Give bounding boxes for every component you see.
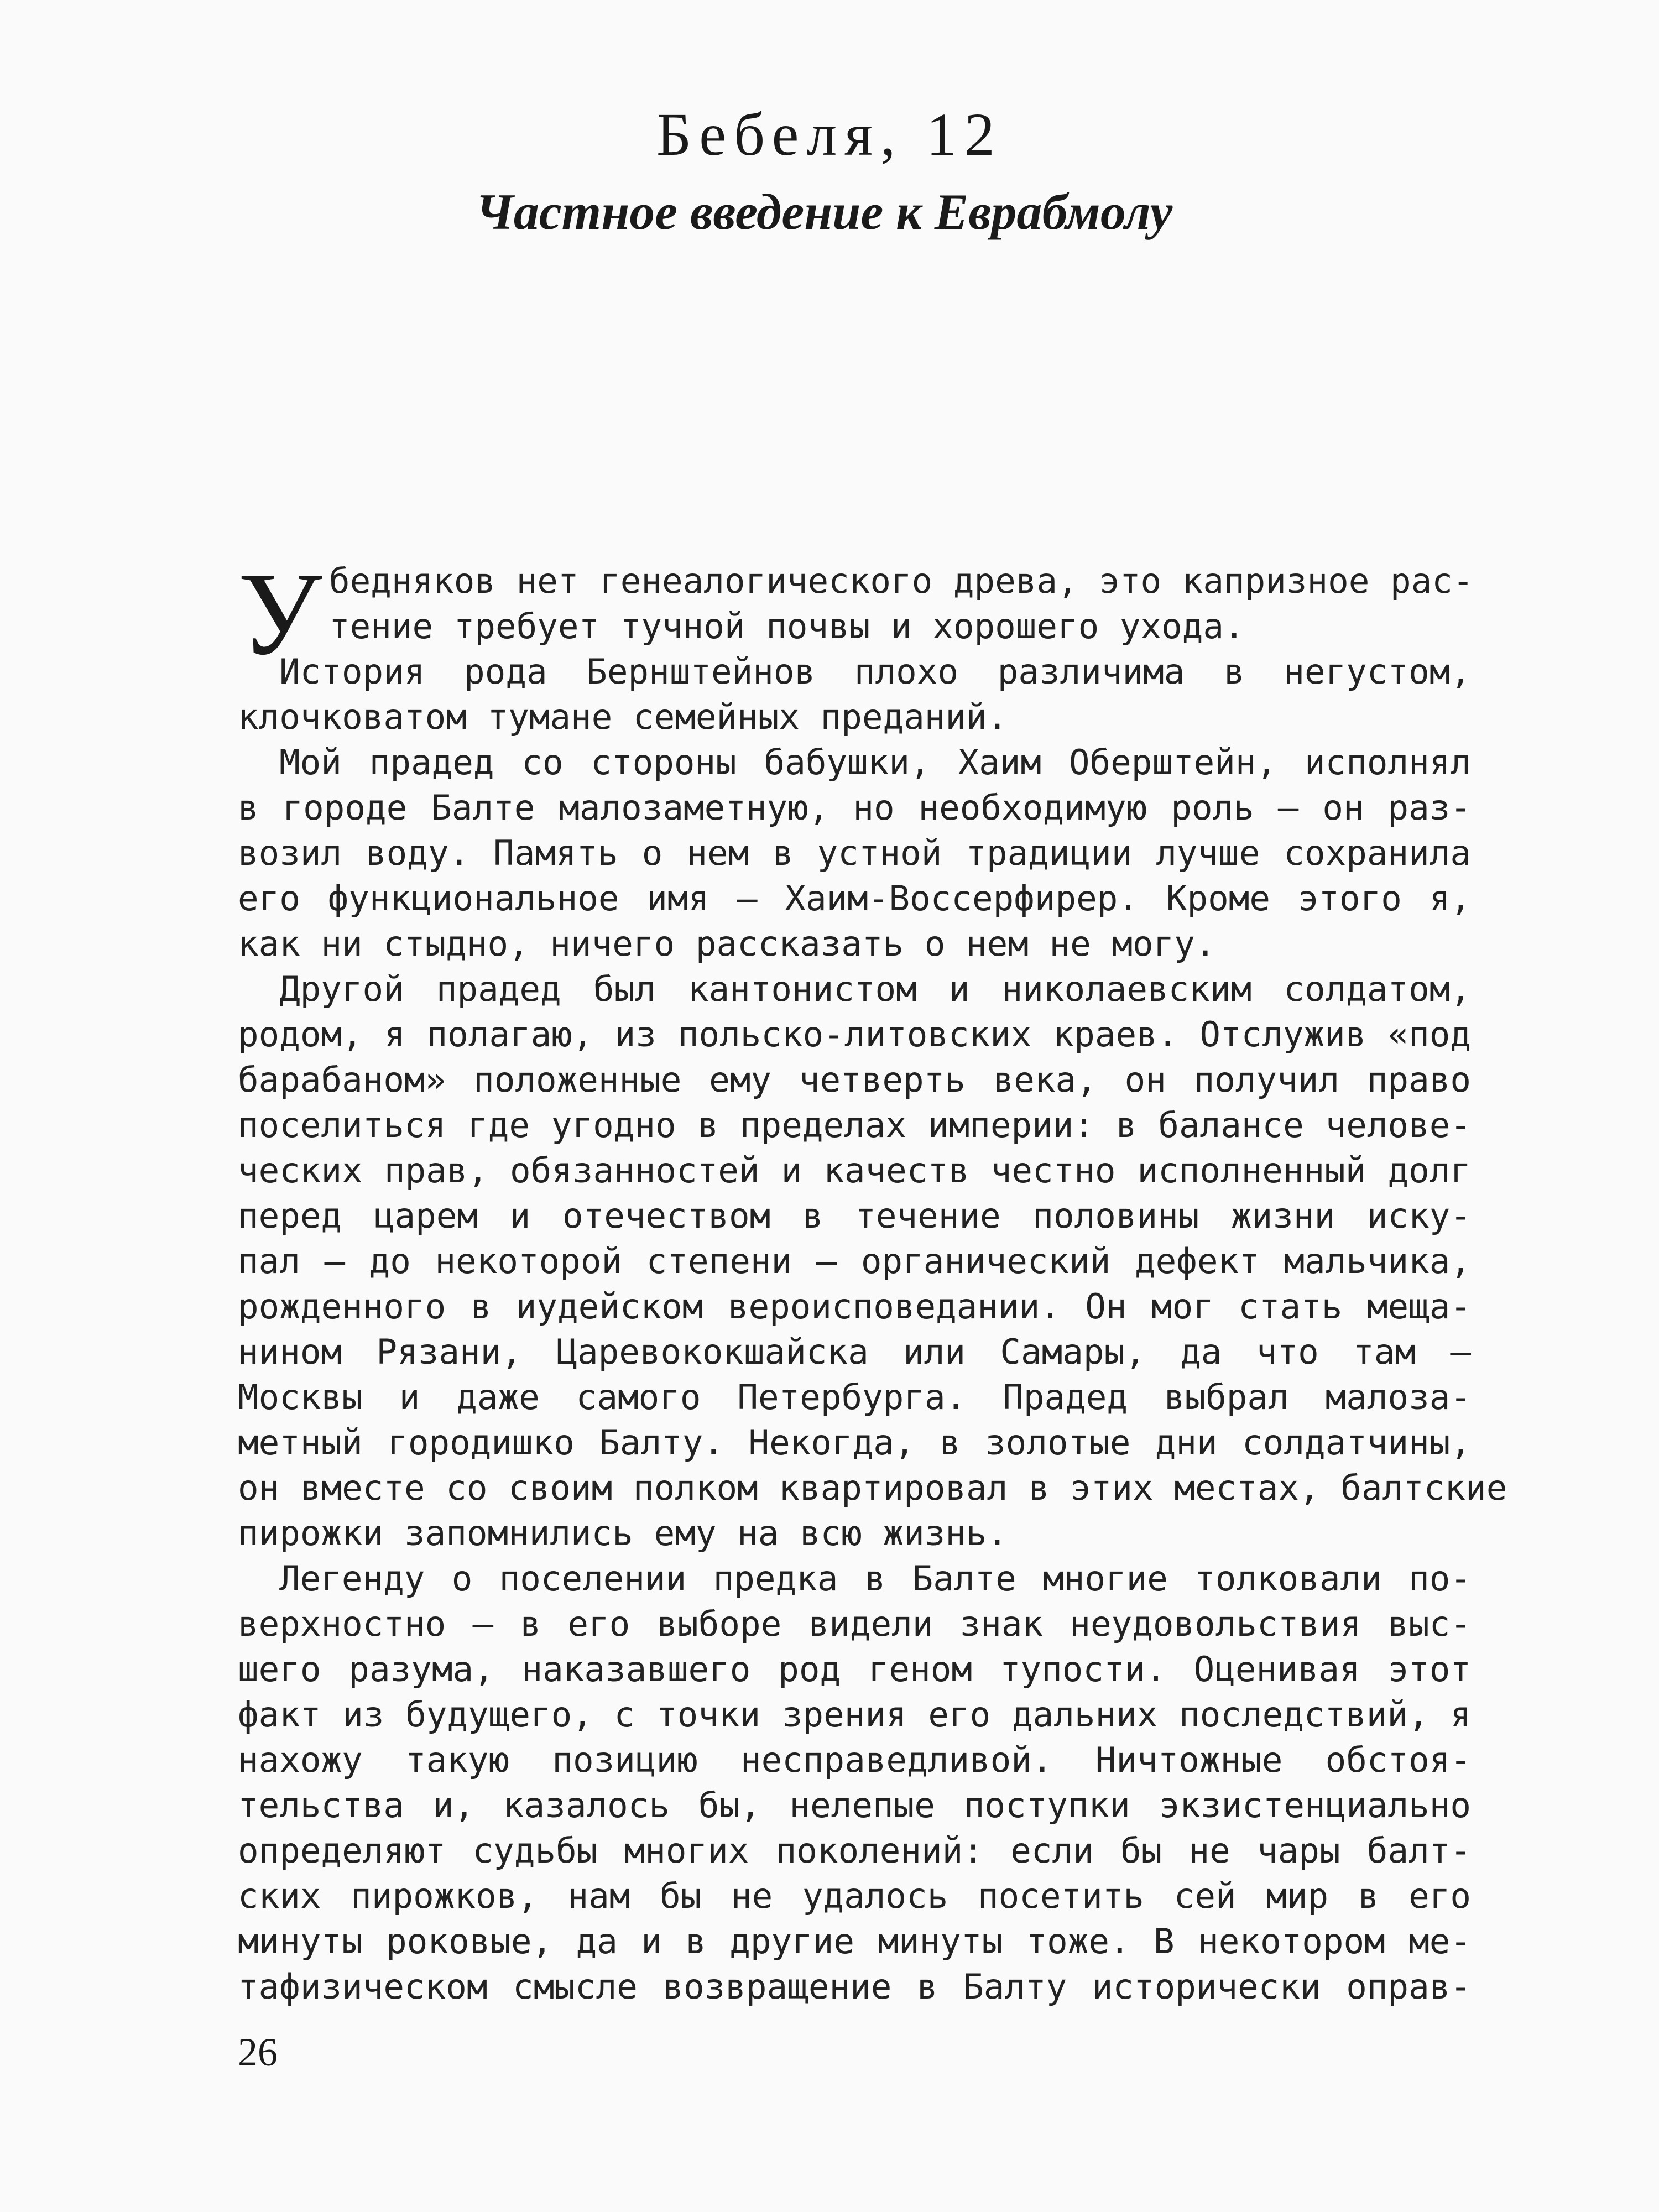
text-line: поселиться где угодно в пределах империи: в балансе челове- [238, 1105, 1471, 1145]
text-line: нином Рязани, Царевококшайска или Самары, да что там — [238, 1332, 1471, 1372]
text-line: факт из будущего, с точки зрения его дальних последствий, я [238, 1694, 1471, 1735]
text-line: Другой прадед был кантонистом и николаевским солдатом, [279, 969, 1471, 1009]
text-line: бедняков нет генеалогического древа, это капризное рас- [329, 561, 1474, 601]
chapter-subtitle: Частное введение к Еврабмолу [476, 184, 1173, 240]
paragraph [238, 1556, 1471, 2010]
paragraph [238, 740, 1471, 967]
text-line: ских пирожков, нам бы не удалось посетить сей мир в его [238, 1876, 1471, 1916]
text-line: возил воду. Память о нем в устной традиции лучше сохранила [238, 833, 1471, 873]
paragraph [238, 559, 1474, 649]
page-number: 26 [238, 2030, 278, 2074]
body-text [238, 547, 1507, 2010]
drop-cap: У [238, 547, 322, 680]
text-line: как ни стыдно, ничего рассказать о нем не могу. [238, 924, 1216, 964]
text-line: нахожу такую позицию несправедливой. Ничтожные обстоя- [238, 1740, 1471, 1780]
text-line: барабаном» положенные ему четверть века, он получил право [238, 1060, 1471, 1100]
text-line: родом, я полагаю, из польско-литовских краев. Отслужив «под [238, 1014, 1471, 1055]
text-line: минуты роковые, да и в другие минуты тоже. В некотором ме- [238, 1921, 1471, 1961]
text-line: пирожки запомнились ему на всю жизнь. [238, 1513, 1008, 1553]
text-line: определяют судьбы многих поколений: если бы не чары балт- [238, 1830, 1471, 1871]
chapter-title: Бебеля, 12 [656, 101, 1003, 168]
text-line: он вместе со своим полком квартировал в этих местах, балтские [238, 1468, 1507, 1508]
text-line: в городе Балте малозаметную, но необходимую роль — он раз- [238, 787, 1471, 828]
text-line: его функциональное имя — Хаим-Воссерфирер. Кроме этого я, [238, 878, 1471, 919]
text-line: История рода Бернштейнов плохо различима в негустом, [279, 651, 1471, 692]
text-line: рожденного в иудейском вероисповедании. Он мог стать меща- [238, 1286, 1471, 1327]
text-line: Москвы и даже самого Петербурга. Прадед выбрал малоза- [238, 1377, 1471, 1417]
text-line: тение требует тучной почвы и хорошего ухода. [329, 606, 1245, 646]
text-line: Легенду о поселении предка в Балте многие толковали по- [279, 1558, 1471, 1599]
text-line: тафизическом смысле возвращение в Балту исторически оправ- [238, 1966, 1471, 2007]
text-line: пал — до некоторой степени — органический дефект мальчика, [238, 1241, 1471, 1281]
text-line: шего разума, наказавшего род геном тупости. Оценивая этот [238, 1649, 1471, 1689]
text-line: тельства и, казалось бы, нелепые поступки экзистенциально [238, 1785, 1471, 1825]
paragraph [238, 649, 1471, 740]
text-line: перед царем и отечеством в течение половины жизни иску- [238, 1196, 1471, 1236]
paragraph [238, 967, 1507, 1556]
text-line: Мой прадед со стороны бабушки, Хаим Оберштейн, исполнял [279, 742, 1471, 782]
text-line: ческих прав, обязанностей и качеств честно исполненный долг [238, 1150, 1471, 1191]
text-line: метный городишко Балту. Некогда, в золотые дни солдатчины, [238, 1422, 1471, 1463]
text-line: верхностно — в его выборе видели знак неудовольствия выс- [238, 1604, 1471, 1644]
text-line: клочковатом тумане семейных преданий. [238, 697, 1008, 737]
